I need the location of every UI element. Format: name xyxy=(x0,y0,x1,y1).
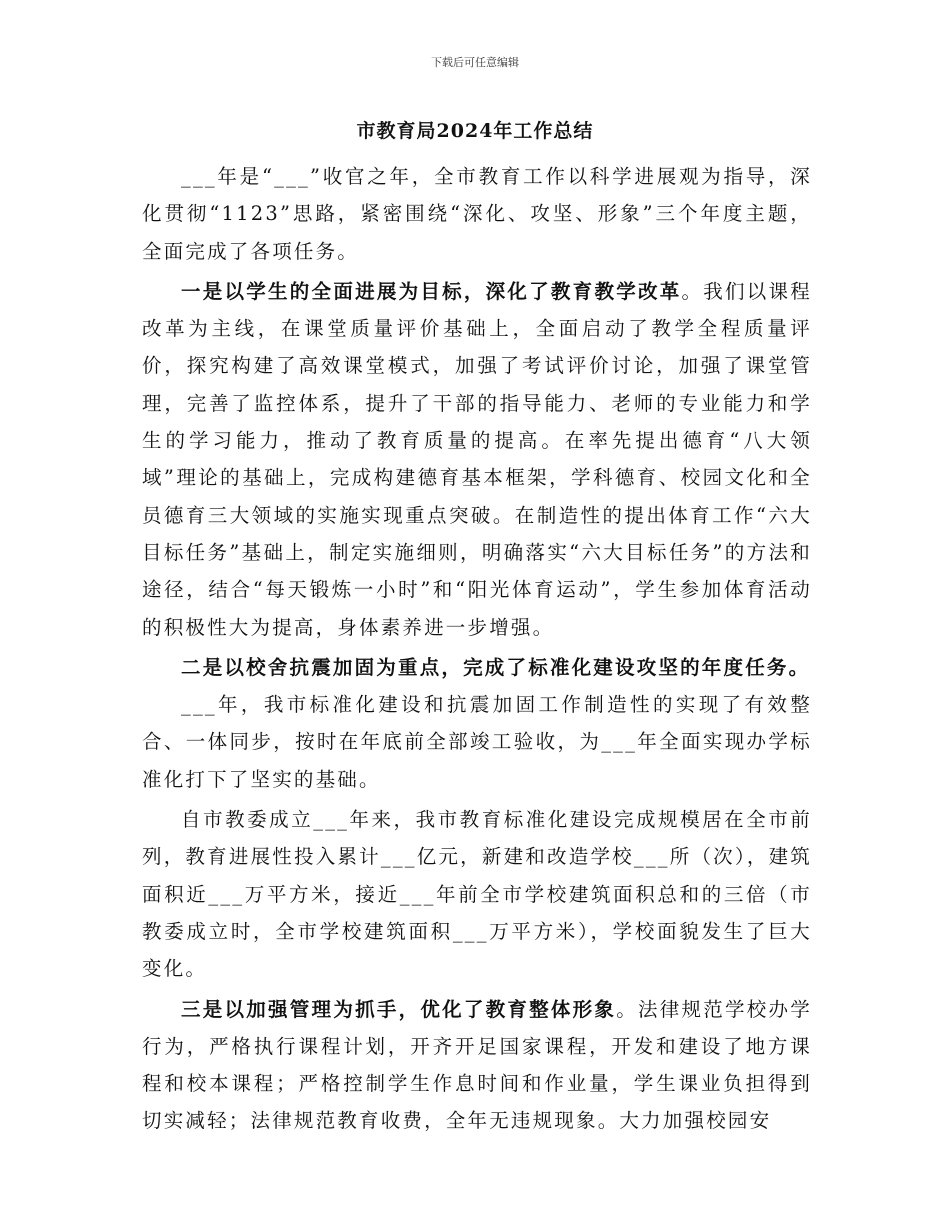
paragraph-intro xyxy=(142,158,812,270)
section-heading: 二是以校舍抗震加固为重点，完成了标准化建设攻坚的年度任务。 xyxy=(181,655,811,679)
paragraph-achievements xyxy=(142,801,812,987)
paragraph-text: 。我们以课程改革为主线，在课堂质量评价基础上，全面启动了教学全程质量评价，探究构建了高效课堂模式，加强了考试评价讨论，加强了课堂管理，完善了监控体系，提升了干部的指导能力、老师的专业能力和学生的学习能力，推动了教育质量的提高。在率先提出德育“八大领域”理论的基础上，完成构建德育基本框架，学科德育、校园文化和全员德育三大领域的实施实现重点突破。在制造性的提出体育工作“六大目标任务”基础上，制定实施细则，明确落实“六大目标任务”的方法和途径，结合“每天锻炼一小时”和“阳光体育运动”，学生参加体育活动的积极性大为提高，身体素养进一步增强。 xyxy=(142,279,813,639)
paragraph-text: 。法律规范学校办学行为，严格执行课程计划，开齐开足国家课程，开发和建设了地方课程和校本课程；严格控制学生作息时间和作业量，学生课业负担得到切实减轻；法律规范教育收费，全年无违规现象。大力加强校园安 xyxy=(142,997,812,1133)
paragraph-section-two xyxy=(142,649,812,686)
section-heading: 一是以学生的全面进展为目标，深化了教育教学改革 xyxy=(181,279,682,303)
paragraph-text: 自市教委成立___年来，我市教育标准化建设完成规模居在全市前列，教育进展性投入累计___亿元，新建和改造学校___所（次），建筑面积近___万平方米，接近___年前全市学校建筑面积总和的三倍（市教委成立时，全市学校建筑面积___万平方米），学校面貌发生了巨大变化。 xyxy=(142,808,812,981)
document-body xyxy=(142,158,812,1140)
paragraph-section-one xyxy=(142,273,812,646)
paragraph-text: ___年是“___”收官之年，全市教育工作以科学进展观为指导，深化贯彻“1123”思路，紧密围绕“深化、攻坚、形象”三个年度主题，全面完成了各项任务。 xyxy=(142,165,812,263)
section-heading: 三是以加强管理为抓手，优化了教育整体形象 xyxy=(181,997,617,1021)
paragraph-section-three xyxy=(142,991,812,1140)
paragraph-text: ___年，我市标准化建设和抗震加固工作制造性的实现了有效整合、一体同步，按时在年底前全部竣工验收，为___年全面实现办学标准化打下了坚实的基础。 xyxy=(142,693,812,791)
paragraph-standardization xyxy=(142,686,812,798)
document-title: 市教育局2024年工作总结 xyxy=(356,120,594,142)
header-note: 下载后可任意编辑 xyxy=(431,56,519,69)
